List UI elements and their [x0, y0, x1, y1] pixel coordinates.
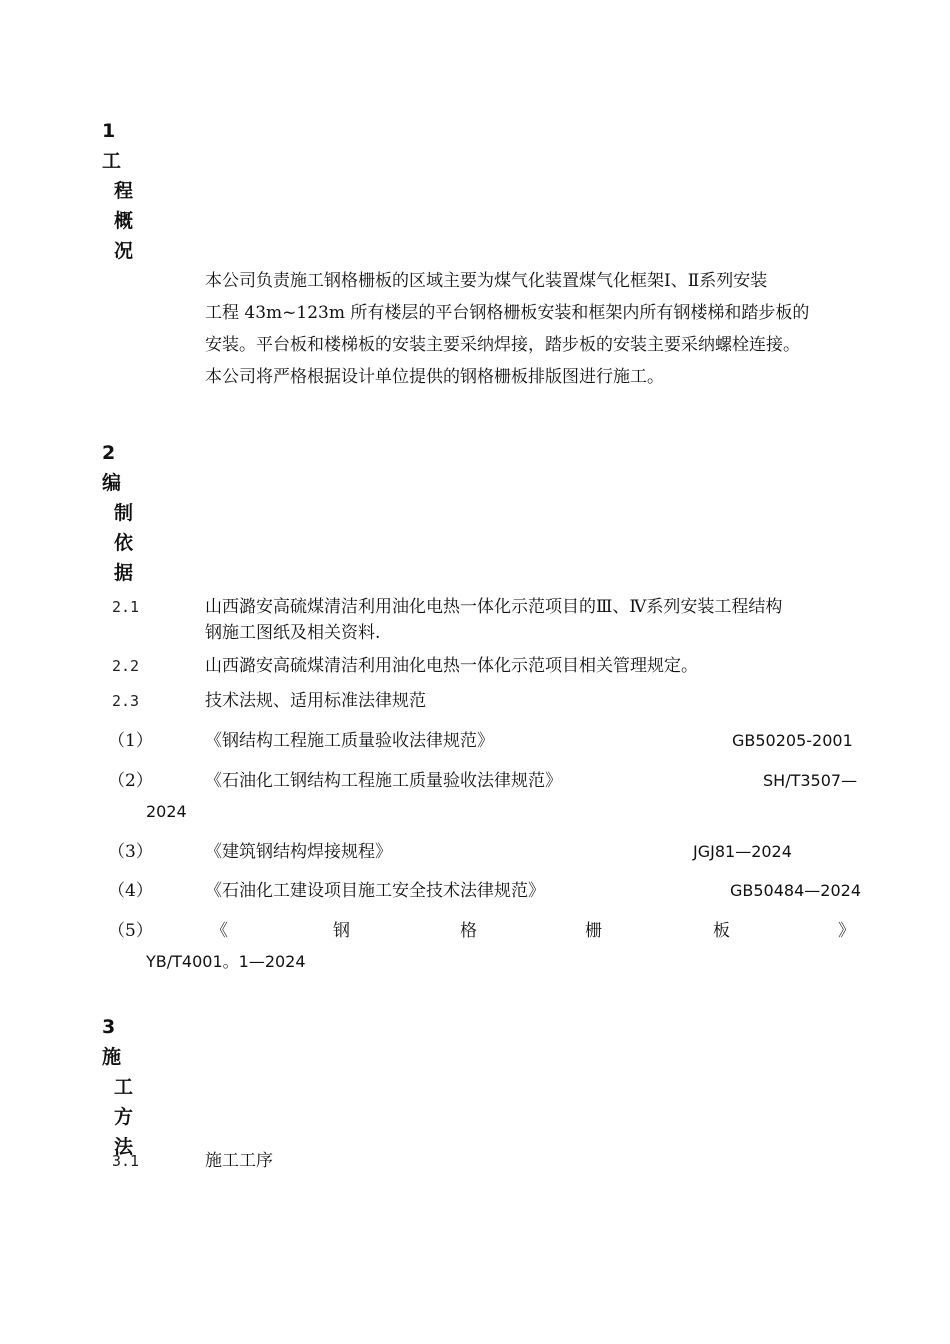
standard-2-code-wrap: 2024: [146, 802, 187, 821]
heading-char: 编: [102, 472, 122, 494]
heading-char: 况: [114, 240, 134, 262]
basis-item-2-2: [112, 653, 139, 679]
standard-1-number: （1）: [108, 731, 153, 751]
standard-1-name: 《钢结构工程施工质量验收法律规范》: [205, 731, 494, 751]
heading-char: 依: [114, 532, 134, 554]
item-text-line: 钢施工图纸及相关资料.: [205, 623, 381, 643]
overview-paragraph: [205, 265, 809, 393]
paragraph-line: 本公司将严格根据设计单位提供的钢格栅板排版图进行施工。: [205, 367, 664, 387]
basis-item-2-3: [112, 688, 139, 714]
standard-5-name-part: 栅: [585, 921, 602, 941]
standard-5-name-part: 板: [713, 921, 730, 941]
standard-3-number: （3）: [108, 842, 153, 862]
heading-char: 据: [114, 562, 134, 584]
item-number: 2.1: [112, 598, 140, 616]
standard-5-name-part: 格: [460, 921, 477, 941]
standard-2-code: SH/T3507—: [763, 771, 858, 790]
basis-item-2-2-text: 山西潞安高硫煤清洁利用油化电热一体化示范项目相关管理规定。: [205, 656, 698, 676]
heading-char: 法: [114, 1136, 134, 1158]
section-number: 2: [102, 442, 116, 464]
standard-5-name-part: 》: [838, 921, 855, 941]
standard-5-name-part: 钢: [333, 921, 350, 941]
standard-4-number: （4）: [108, 881, 153, 901]
heading-char: 方: [114, 1106, 134, 1128]
section-1-heading: [102, 116, 133, 266]
heading-char: 施: [102, 1046, 122, 1068]
section-number: 3: [102, 1016, 116, 1038]
method-item-3-1-label: 施工工序: [205, 1151, 273, 1171]
heading-char: 制: [114, 502, 134, 524]
paragraph-line: 安装。平台板和楼梯板的安装主要采纳焊接，踏步板的安装主要采纳螺栓连接。: [205, 335, 800, 355]
method-item-3-1: [112, 1148, 139, 1174]
item-number: 2.2: [112, 657, 140, 675]
paragraph-line: 本公司负责施工钢格栅板的区域主要为煤气化装置煤气化框架Ⅰ、Ⅱ系列安装: [205, 271, 768, 291]
section-2-heading: [102, 438, 133, 588]
paragraph-line: 工程 43m~123m 所有楼层的平台钢格栅板安装和框架内所有钢楼梯和踏步板的: [205, 303, 810, 323]
heading-char: 程: [114, 180, 134, 202]
item-number: 3.1: [112, 1152, 140, 1170]
item-text-line: 山西潞安高硫煤清洁利用油化电热一体化示范项目的Ⅲ、Ⅳ系列安装工程结构: [205, 597, 783, 617]
standard-3-name: 《建筑钢结构焊接规程》: [205, 842, 392, 862]
standard-2-name: 《石油化工钢结构工程施工质量验收法律规范》: [205, 771, 562, 791]
standard-4-code: GB50484—2024: [730, 881, 861, 900]
basis-item-2-1: [112, 594, 139, 620]
section-3-heading: [102, 1012, 133, 1162]
basis-item-2-1-text: [205, 594, 782, 646]
section-number: 1: [102, 120, 116, 142]
standard-5-code-wrap: YB/T4001。1—2024: [146, 952, 306, 971]
heading-char: 工: [114, 1076, 134, 1098]
standard-5-name-part: 《: [211, 921, 228, 941]
heading-char: 工: [102, 150, 122, 172]
basis-item-2-3-text: 技术法规、适用标准法律规范: [205, 691, 426, 711]
standard-2-number: （2）: [108, 771, 153, 791]
standard-3-code: JGJ81—2024: [693, 842, 792, 861]
item-number: 2.3: [112, 692, 140, 710]
heading-char: 概: [114, 210, 134, 232]
standard-1-code: GB50205-2001: [732, 731, 853, 750]
standard-4-name: 《石油化工建设项目施工安全技术法律规范》: [205, 881, 545, 901]
standard-5-number: （5）: [108, 921, 153, 941]
